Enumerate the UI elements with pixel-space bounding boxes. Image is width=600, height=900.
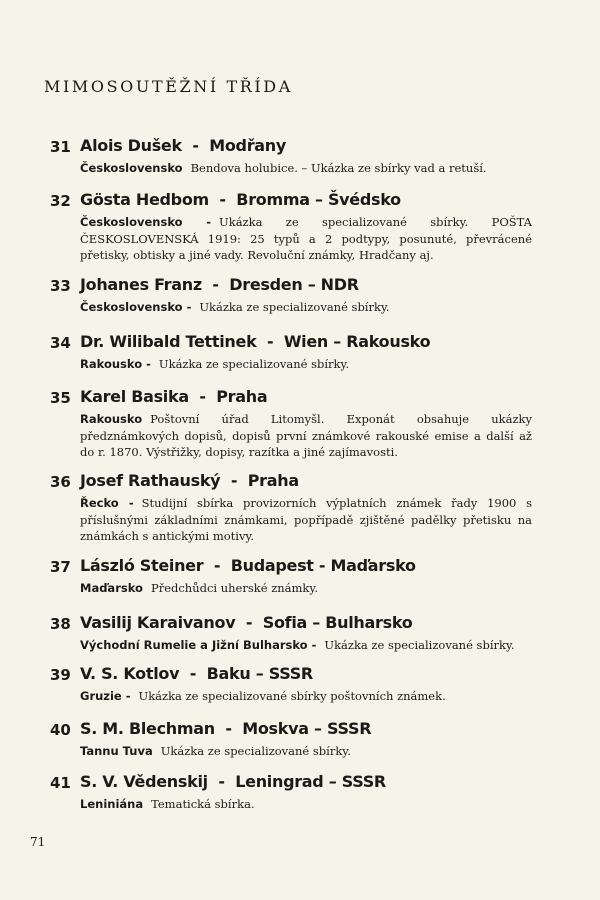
entry-text: Ukázka ze specializované sbírky. — [158, 357, 350, 371]
entry-description — [80, 796, 532, 813]
entry-description — [80, 637, 532, 654]
entry-number: 37 — [50, 558, 71, 576]
entry-text: Studijní sbírka provizorních výplatních známek řady 1900 s příslušnými základními známkami, popřípadě zjištěné padělky přetisku na známkách s antickými motivy. — [80, 496, 533, 543]
entry-number: 41 — [50, 774, 71, 792]
entry-country: Leniniána — [80, 797, 144, 811]
exhibitor-heading: Vasilij Karaivanov - Sofia – Bulharsko — [80, 613, 413, 632]
entry-text: Předchůdci uherské známky. — [150, 581, 319, 595]
entry-description — [80, 214, 532, 264]
section-title: MIMOSOUTĚŽNÍ TŘÍDA — [44, 77, 293, 96]
entry-number: 40 — [50, 721, 71, 739]
entry-text: Bendova holubice. – Ukázka ze sbírky vad a retuší. — [190, 161, 487, 175]
page-number: 71 — [30, 835, 46, 849]
entry-country: Československo — [80, 161, 183, 175]
exhibitor-heading: Josef Rathauský - Praha — [80, 471, 299, 490]
entry-description — [80, 299, 532, 316]
entry-number: 31 — [50, 138, 71, 156]
entry-description — [80, 160, 532, 177]
entry-number: 35 — [50, 389, 71, 407]
entry-country: Rakousko - — [80, 357, 151, 371]
entry-description — [80, 688, 532, 705]
exhibitor-heading: Karel Basika - Praha — [80, 387, 268, 406]
exhibitor-heading: S. V. Vědenskij - Leningrad – SSSR — [80, 772, 386, 791]
exhibitor-heading: S. M. Blechman - Moskva – SSSR — [80, 719, 372, 738]
exhibitor-heading: Johanes Franz - Dresden – NDR — [80, 275, 359, 294]
entry-country: Tannu Tuva — [80, 744, 153, 758]
entry-country: Řecko - — [80, 496, 134, 510]
entry-country: Československo - — [80, 300, 192, 314]
entry-number: 38 — [50, 615, 71, 633]
entry-text: Ukázka ze specializované sbírky. — [160, 744, 351, 758]
exhibitor-heading: Gösta Hedbom - Bromma – Švédsko — [80, 190, 401, 209]
entry-text: Poštovní úřad Litomyšl. Exponát obsahuje ukázky předznámkových dopisů, dopisů první známkové rakouské emise a další až do r. 1870. Výstřižky, dopisy, razítka a jiné zajímavosti. — [80, 412, 532, 459]
entry-description — [80, 743, 532, 760]
entry-country: Východní Rumelie a Jižní Bulharsko - — [80, 638, 317, 652]
entry-description — [80, 356, 532, 373]
entry-country: Rakousko — [80, 412, 143, 426]
entry-description — [80, 411, 532, 461]
entry-text: Ukázka ze specializované sbírky. — [199, 300, 390, 314]
entry-country: Maďarsko — [80, 581, 143, 595]
entry-country: Gruzie - — [80, 689, 131, 703]
entry-text: Tematická sbírka. — [151, 797, 255, 811]
entry-description — [80, 495, 532, 545]
entry-number: 36 — [50, 473, 71, 491]
exhibitor-heading: V. S. Kotlov - Baku – SSSR — [80, 664, 313, 683]
entry-number: 32 — [50, 192, 71, 210]
entry-number: 39 — [50, 666, 71, 684]
exhibitor-heading: Dr. Wilibald Tettinek - Wien – Rakousko — [80, 332, 431, 351]
entry-number: 34 — [50, 334, 71, 352]
entry-country: Československo - — [80, 215, 212, 229]
entry-description — [80, 580, 532, 597]
entry-text: Ukázka ze specializované sbírky. — [324, 638, 515, 652]
exhibitor-heading: László Steiner - Budapest - Maďarsko — [80, 556, 416, 575]
entry-text: Ukázka ze specializované sbírky. POŠTA ČESKOSLOVENSKÁ 1919: 25 typů a 2 podtypy, posunuté, převrácené přetisky, obtisky a jiné vady. Revoluční známky, Hradčany aj. — [80, 215, 532, 262]
entry-number: 33 — [50, 277, 71, 295]
exhibitor-heading: Alois Dušek - Modřany — [80, 136, 287, 155]
entry-text: Ukázka ze specializované sbírky poštovních známek. — [138, 689, 446, 703]
